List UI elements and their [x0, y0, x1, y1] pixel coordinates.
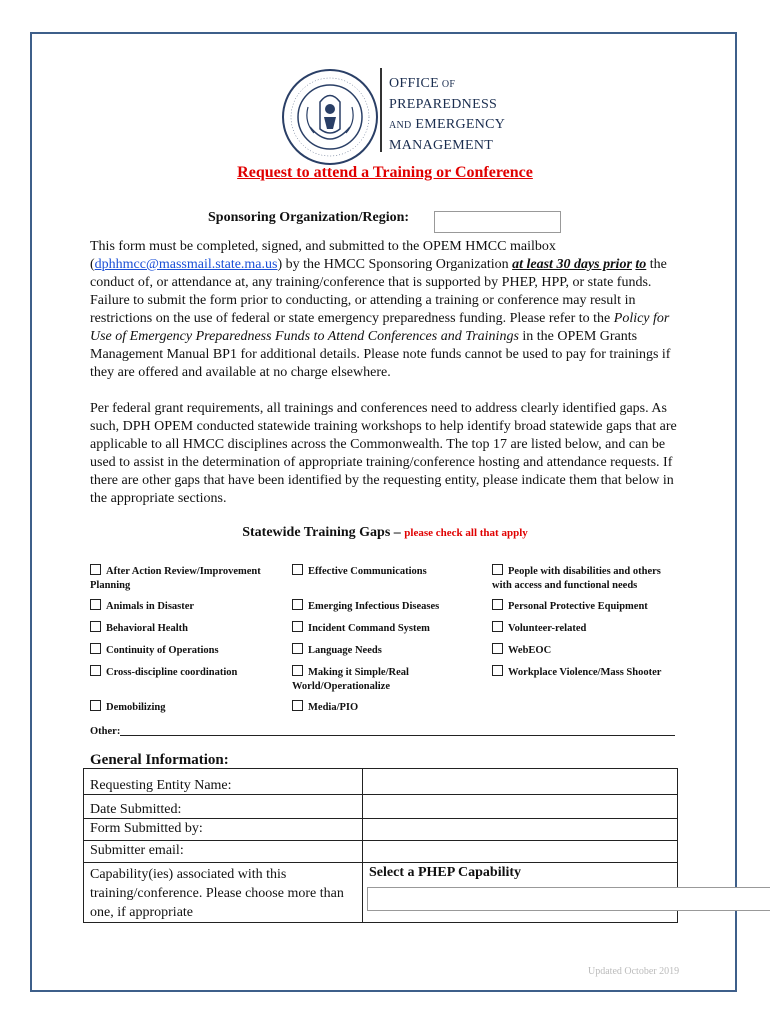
gap-checkbox[interactable]: Continuity of Operations	[90, 643, 285, 658]
gap-checkbox[interactable]: Language Needs	[292, 643, 482, 658]
form-title: Request to attend a Training or Conference	[237, 164, 533, 181]
form-submitted-by-field[interactable]	[363, 819, 678, 841]
general-information-heading: General Information:	[90, 752, 229, 768]
checkbox-icon[interactable]	[292, 621, 303, 632]
checkbox-icon[interactable]	[492, 643, 503, 654]
instructions-paragraph: This form must be completed, signed, and submitted to the OPEM HMCC mailbox (dphhmcc@massmail.state.ma.us) by the HMCC Sponsoring Organization at least 30 days prior to the conduct of, or attendance at, any training/conference that is supported by PHEP, HPP, or state funds. Failure to submit the form prior to conducting, or attending a training or conference may result in restrictions on the use of federal or state emergency preparedness funding. Please refer to the Policy for Use of Emergency Preparedness Funds to Attend Conferences and Trainings in the OPEM Grants Management Manual BP1 for additional details. Please note funds cannot be used to pay for trainings if they are offered and available at no charge elsewhere.	[90, 239, 671, 380]
gap-checkbox[interactable]: WebEOC	[492, 643, 682, 658]
form-submitted-by-label: Form Submitted by:	[84, 819, 363, 841]
capabilities-label: Capability(ies) associated with this training/conference. Please choose more than one, if appropriate	[84, 863, 363, 923]
checkbox-icon[interactable]	[492, 599, 503, 610]
phep-capability-label: Select a PHEP Capability	[369, 865, 522, 880]
gap-checkbox[interactable]: Making it Simple/Real World/Operationalize	[292, 667, 409, 692]
checkbox-icon[interactable]	[90, 564, 101, 575]
gap-checkbox[interactable]: Behavioral Health	[90, 621, 285, 636]
checkbox-icon[interactable]	[292, 643, 303, 654]
gap-checkbox[interactable]: People with disabilities and others with access and functional needs	[492, 566, 661, 591]
gap-checkbox[interactable]: Media/PIO	[292, 700, 482, 715]
gap-checkbox[interactable]: Cross-discipline coordination	[90, 665, 285, 680]
submitter-email-field[interactable]	[363, 841, 678, 863]
checkbox-icon[interactable]	[492, 665, 503, 676]
checkbox-icon[interactable]	[292, 700, 303, 711]
gap-checkbox[interactable]: Personal Protective Equipment	[492, 599, 682, 614]
mass-dph-seal-logo	[280, 67, 380, 167]
checkbox-icon[interactable]	[292, 665, 303, 676]
updated-date-footer: Updated October 2019	[588, 966, 680, 977]
sponsor-label: Sponsoring Organization/Region:	[208, 210, 410, 225]
date-submitted-label: Date Submitted:	[84, 795, 363, 819]
checkbox-icon[interactable]	[90, 599, 101, 610]
gap-checkbox[interactable]: Emerging Infectious Diseases	[292, 599, 482, 614]
sponsor-input[interactable]	[434, 211, 561, 233]
opem-logo-wordmark: OFFICE OF PREPAREDNESS AND EMERGENCY MANAGEMENT	[389, 76, 506, 153]
gap-checkbox[interactable]: Workplace Violence/Mass Shooter	[492, 665, 682, 680]
training-gaps-heading: Statewide Training Gaps – please check all that apply	[242, 525, 528, 540]
checkbox-icon[interactable]	[90, 621, 101, 632]
logo-divider	[380, 68, 382, 152]
checkbox-icon[interactable]	[90, 643, 101, 654]
checkbox-icon[interactable]	[292, 599, 303, 610]
checkbox-icon[interactable]	[492, 621, 503, 632]
other-gap-field[interactable]: Other:	[90, 726, 675, 737]
checkbox-icon[interactable]	[90, 665, 101, 676]
gap-checkbox[interactable]: Demobilizing	[90, 700, 285, 715]
checkbox-icon[interactable]	[90, 700, 101, 711]
grant-requirements-paragraph: Per federal grant requirements, all trainings and conferences need to address clearly identified gaps. As such, DPH OPEM conducted statewide training workshops to help identify broad statewide gaps that are applicable to all HMCC disciplines across the Commonwealth. The top 17 are listed below, and can be used to assist in the determination of appropriate training/conference hosting and attendance requests. If there are other gaps that have been identified by the requesting entity, please indicate them that below in the appropriate sections.	[90, 401, 677, 506]
mailbox-email-link[interactable]: dphhmcc@massmail.state.ma.us	[94, 257, 278, 272]
gap-checkbox[interactable]: Volunteer-related	[492, 621, 682, 636]
gap-checkbox[interactable]: After Action Review/Improvement Planning	[90, 566, 261, 591]
checkbox-icon[interactable]	[492, 564, 503, 575]
requesting-entity-label: Requesting Entity Name:	[84, 769, 363, 795]
gap-checkbox[interactable]: Incident Command System	[292, 621, 482, 636]
checkbox-icon[interactable]	[292, 564, 303, 575]
requesting-entity-field[interactable]	[363, 769, 678, 795]
submitter-email-label: Submitter email:	[84, 841, 363, 863]
other-gap-input-line[interactable]	[120, 735, 675, 736]
gap-checkbox[interactable]: Effective Communications	[292, 564, 482, 579]
date-submitted-field[interactable]	[363, 795, 678, 819]
phep-capability-select[interactable]	[367, 887, 770, 911]
gap-checkbox[interactable]: Animals in Disaster	[90, 599, 285, 614]
